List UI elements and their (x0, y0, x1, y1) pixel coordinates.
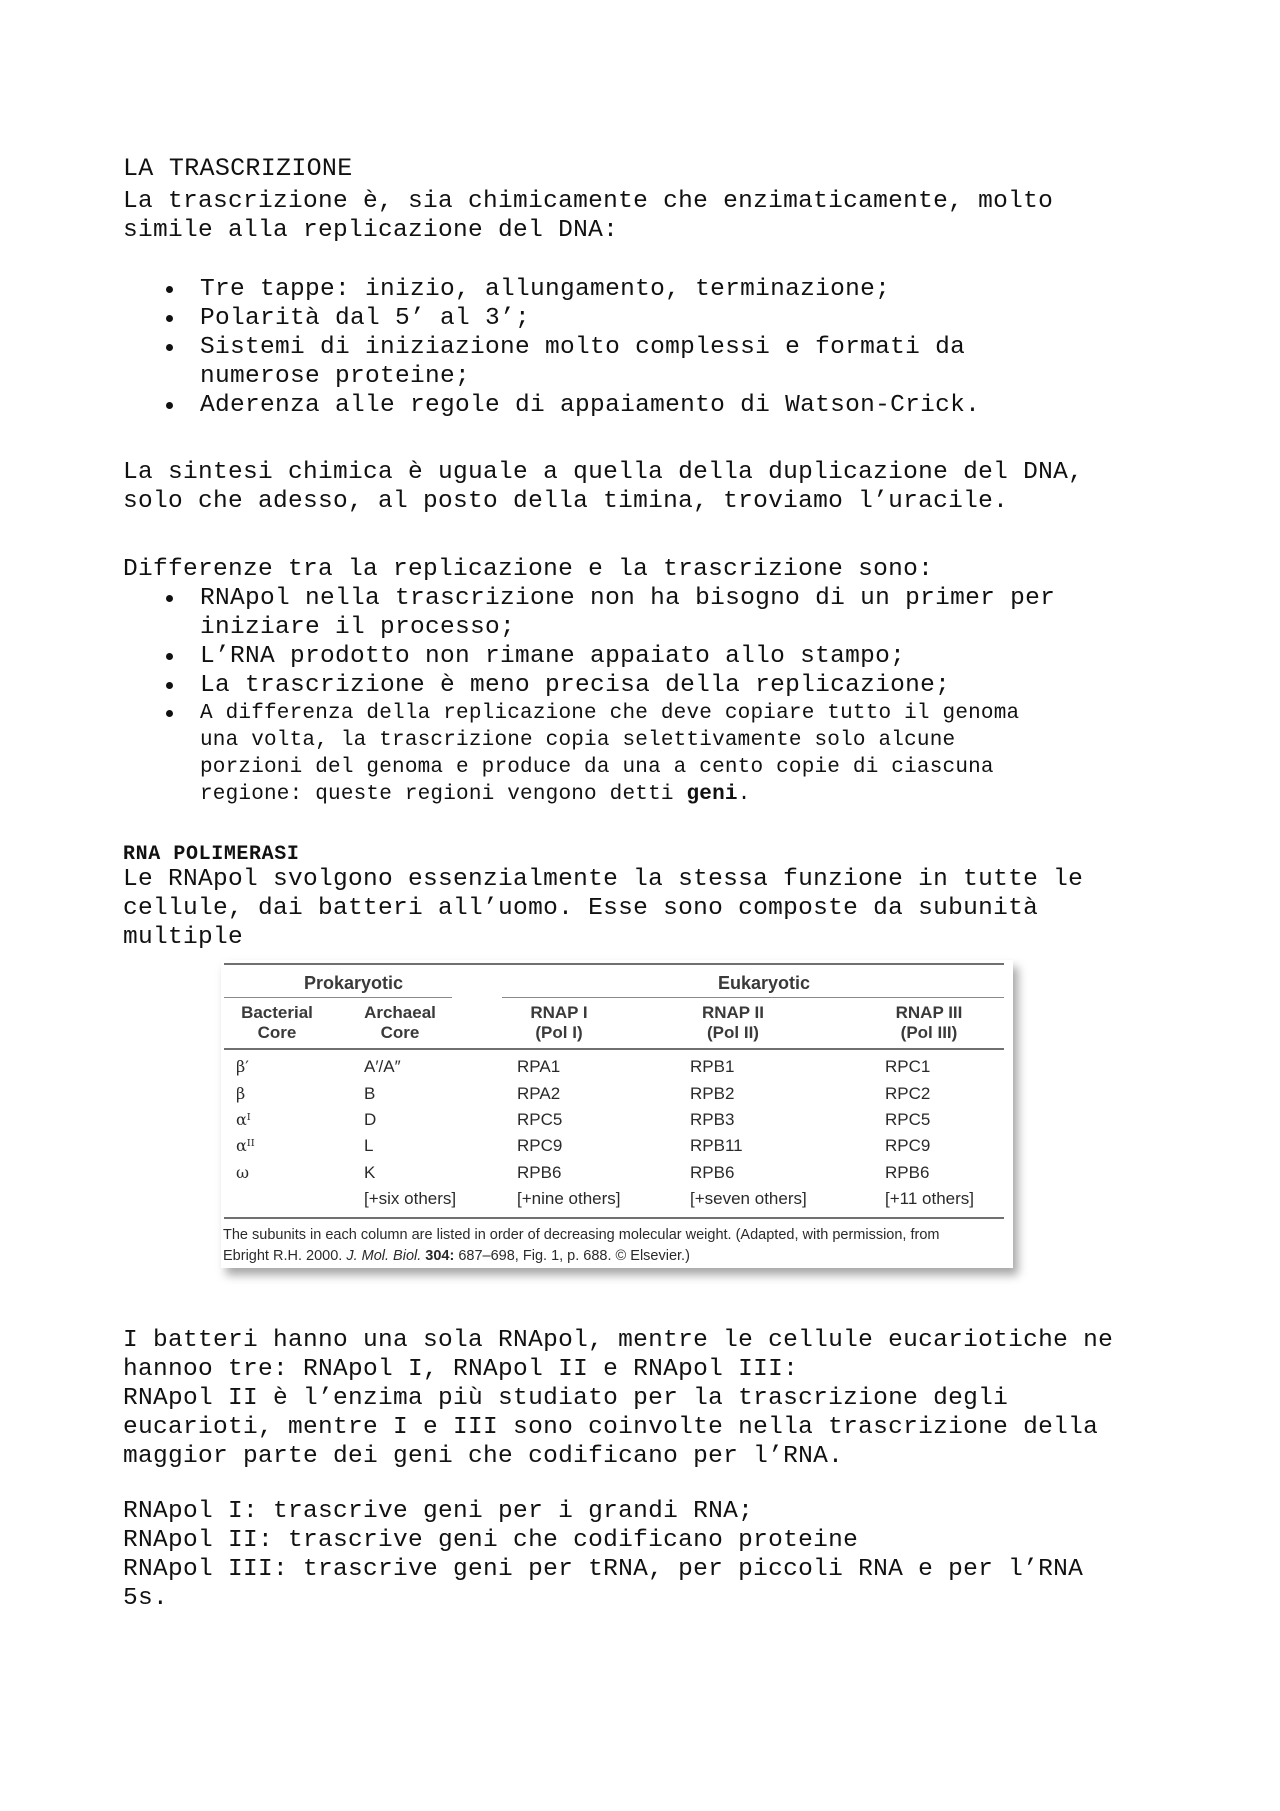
table-cell: L (364, 1136, 374, 1155)
table-cell: RPC9 (517, 1136, 563, 1155)
table-cell: β (236, 1084, 246, 1103)
header-rule (224, 1048, 1004, 1050)
bacteria-paragraph (123, 1326, 1183, 1471)
table-caption (223, 1225, 1013, 1267)
table-cell: K (364, 1163, 376, 1182)
rnapol-line: multiple (123, 924, 244, 951)
list-item-text: porzioni del genoma e produce da una a cento copie di ciascuna (200, 756, 994, 779)
chemical-line: solo che adesso, al posto della timina, troviamo l’uracile. (123, 488, 1009, 515)
group-header-prokaryotic: Prokaryotic (304, 973, 404, 993)
table-bottom-rule (224, 1217, 1004, 1219)
group-rule-prokaryotic (224, 997, 452, 998)
table-cell: RPC1 (885, 1057, 931, 1076)
table-cell: β′ (236, 1057, 249, 1076)
text-fragment: regione: queste regioni vengono detti (200, 783, 687, 806)
intro-line: simile alla replicazione del DNA: (123, 217, 619, 244)
bold-term: geni (686, 783, 738, 806)
table-top-rule (224, 963, 1004, 965)
table-cell: RPC2 (885, 1084, 931, 1103)
chemical-paragraph (123, 458, 1183, 516)
intro-paragraph (123, 187, 1183, 245)
pol-roles-paragraph (123, 1497, 1183, 1613)
pol-role-line: 5s. (123, 1585, 169, 1612)
differences-heading: Differenze tra la replicazione e la trascrizione sono: (123, 556, 934, 583)
table-cell: [+seven others] (690, 1189, 807, 1208)
column-header (673, 1003, 793, 1043)
table-cell: RPB6 (690, 1163, 735, 1182)
caption-fragment: Ebright R.H. 2000. (223, 1248, 347, 1264)
differences-section (123, 555, 1183, 808)
rnapol-line: Le RNApol svolgono essenzialmente la stessa funzione in tutte le (123, 866, 1084, 893)
list-item-text: L’RNA prodotto non rimane appaiato allo stampo; (200, 643, 906, 670)
rnapol-line: cellule, dai batteri all’uomo. Esse sono composte da subunità (123, 895, 1039, 922)
list-item (123, 642, 1183, 671)
table-cell: RPC5 (885, 1110, 931, 1129)
table-cell: A′/A″ (364, 1057, 401, 1076)
table-cell: RPA1 (517, 1057, 561, 1076)
column-header (345, 1003, 455, 1043)
column-header-line: RNAP II (701, 1003, 765, 1022)
column-header-line: (Pol III) (900, 1023, 958, 1042)
pol-role-line: RNApol III: trascrive geni per tRNA, per piccoli RNA e per l’RNA (123, 1556, 1084, 1583)
list-item (123, 671, 1183, 700)
table-cell: RPA2 (517, 1084, 561, 1103)
intro-line: La trascrizione è, sia chimicamente che enzimaticamente, molto (123, 188, 1054, 215)
column-header-line: RNAP III (895, 1003, 963, 1022)
list-item-text: RNApol nella trascrizione non ha bisogno di un primer per (200, 585, 1056, 612)
table-cell: [+six others] (364, 1189, 457, 1208)
list-item-text: Sistemi di iniziazione molto complessi e formati da (200, 334, 966, 361)
table-cell: αᴵ (236, 1110, 251, 1129)
column-header-line: Core (380, 1023, 420, 1042)
bacteria-line: maggior parte dei geni che codificano per l’RNA. (123, 1443, 844, 1470)
table-cell: [+nine others] (517, 1189, 621, 1208)
list-item-text: Tre tappe: inizio, allungamento, terminazione; (200, 276, 891, 303)
caption-journal: J. Mol. Biol. (346, 1248, 422, 1264)
column-header-line: Bacterial (241, 1003, 313, 1022)
bacteria-line: RNApol II è l’enzima più studiato per la trascrizione degli (123, 1385, 1009, 1412)
list-item-text: una volta, la trascrizione copia selettivamente solo alcune (200, 729, 956, 752)
chemical-line: La sintesi chimica è uguale a quella della duplicazione del DNA, (123, 459, 1084, 486)
list-item (123, 275, 1183, 304)
list-item-text: A differenza della replicazione che deve copiare tutto il genoma (200, 702, 1020, 725)
pol-role-line: RNApol II: trascrive geni che codificano proteine (123, 1527, 859, 1554)
group-header-eukaryotic: Eukaryotic (718, 973, 811, 993)
column-header-line: Core (257, 1023, 297, 1042)
table-cell: RPB2 (690, 1084, 735, 1103)
column-header (504, 1003, 614, 1043)
table-cell: RPB6 (885, 1163, 930, 1182)
list-item-text: La trascrizione è meno precisa della replicazione; (200, 672, 951, 699)
column-header (226, 1003, 328, 1043)
list-item (123, 333, 1183, 391)
list-item (123, 304, 1183, 333)
subunit-table (221, 960, 1013, 1268)
section-title: RNA POLIMERASI (123, 843, 300, 866)
table-cell: RPC5 (517, 1110, 563, 1129)
table-cell: D (364, 1110, 377, 1129)
bacteria-line: eucarioti, mentre I e III sono coinvolte nella trascrizione della (123, 1414, 1099, 1441)
table-cell: [+11 others] (885, 1189, 974, 1208)
column-header (866, 1003, 992, 1043)
bacteria-line: I batteri hanno una sola RNApol, mentre le cellule eucariotiche ne (123, 1327, 1114, 1354)
list-item-text: iniziare il processo; (200, 614, 516, 641)
bacteria-line: hannoo tre: RNApol I, RNApol II e RNApol III: (123, 1356, 799, 1383)
caption-line (223, 1246, 1013, 1267)
column-header-line: RNAP I (530, 1003, 588, 1022)
pol-role-line: RNApol I: trascrive geni per i grandi RNA; (123, 1498, 754, 1525)
table-cell: RPB11 (690, 1136, 743, 1155)
caption-line: The subunits in each column are listed in order of decreasing molecular weight. (Adapted, with permission, from (223, 1227, 940, 1243)
list-item (123, 584, 1183, 642)
group-rule-eukaryotic (502, 997, 1004, 998)
table-cell: B (364, 1084, 376, 1103)
list-item-text: numerose proteine; (200, 363, 471, 390)
caption-volume: 304: (425, 1248, 455, 1264)
list-item-text: Aderenza alle regole di appaiamento di Watson-Crick. (200, 392, 981, 419)
differences-list (123, 584, 1183, 808)
subunit-table-figure (221, 960, 1013, 1268)
table-cell: RPB1 (690, 1057, 735, 1076)
list-item (123, 391, 1183, 420)
table-cell: ω (236, 1163, 250, 1182)
list-item (123, 700, 1183, 808)
column-header-line: (Pol I) (535, 1023, 583, 1042)
column-header-line: Archaeal (364, 1003, 436, 1022)
table-cell: αᴵᴵ (236, 1136, 255, 1155)
rnapol-paragraph (123, 865, 1183, 952)
page-title: LA TRASCRIZIONE (123, 154, 353, 183)
text-fragment: . (737, 783, 751, 806)
table-cell: RPB6 (517, 1163, 562, 1182)
similarities-list (123, 275, 1183, 420)
column-header-line: (Pol II) (707, 1023, 759, 1042)
list-item-text: Polarità dal 5’ al 3’; (200, 305, 531, 332)
caption-fragment: 687–698, Fig. 1, p. 688. © Elsevier.) (454, 1248, 690, 1264)
table-cell: RPC9 (885, 1136, 931, 1155)
list-item-text (200, 781, 1183, 808)
table-cell: RPB3 (690, 1110, 735, 1129)
